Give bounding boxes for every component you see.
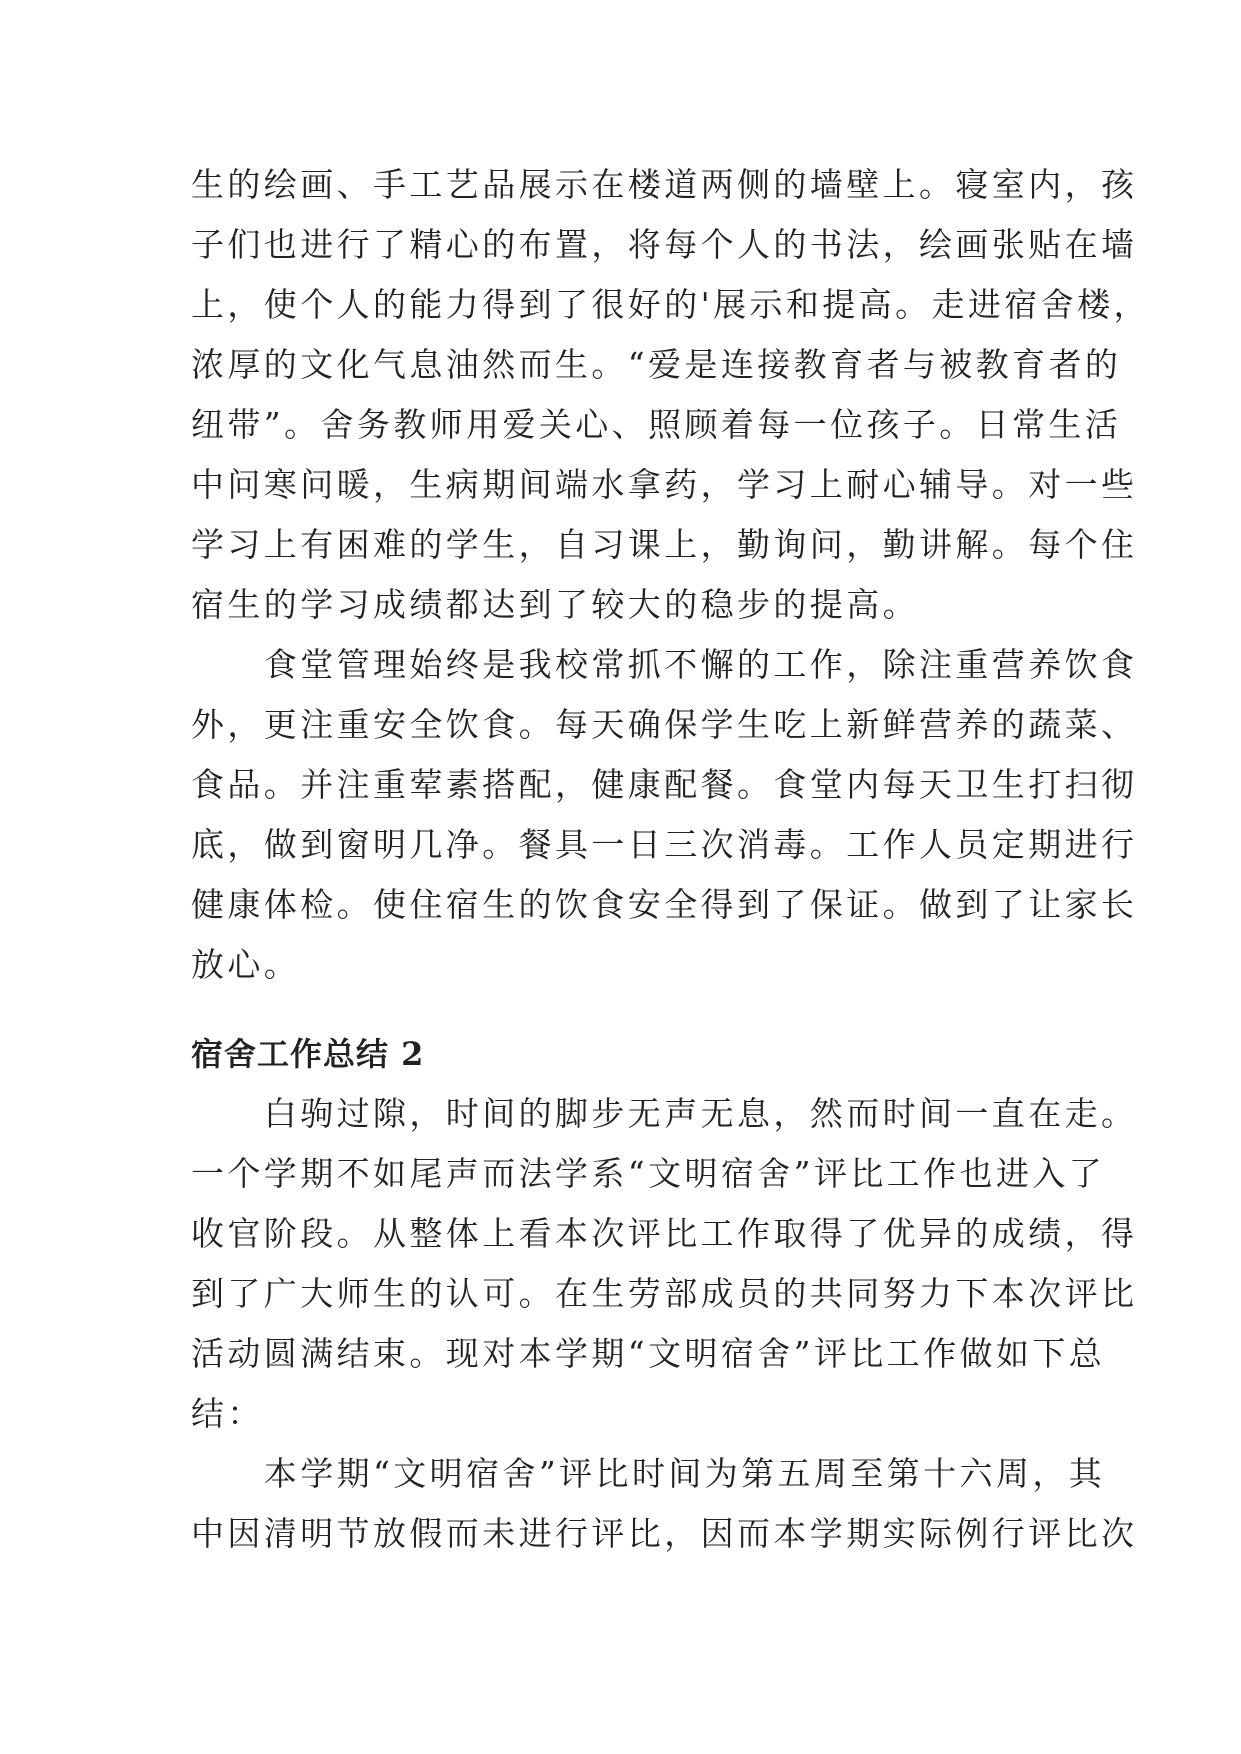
text-line: 食堂管理始终是我校常抓不懈的工作，除注重营养饮食 [191, 645, 1138, 684]
text-line: 到了广大师生的认可。在生劳部成员的共同努力下本次评比 [191, 1274, 1138, 1313]
text-line: 放心。 [191, 945, 301, 984]
text-line: 一个学期不如尾声而法学系“文明宿舍”评比工作也进入了 [191, 1154, 1106, 1193]
text-line: 结： [191, 1394, 264, 1433]
text-line: 上，使个人的能力得到了很好的'展示和提高。走进宿舍楼， [191, 285, 1150, 324]
text-line: 中因清明节放假而未进行评比，因而本学期实际例行评比次 [191, 1514, 1138, 1553]
text-line: 收官阶段。从整体上看本次评比工作取得了优异的成绩，得 [191, 1214, 1138, 1253]
text-line: 底，做到窗明几净。餐具一日三次消毒。工作人员定期进行 [191, 825, 1138, 864]
text-line: 外，更注重安全饮食。每天确保学生吃上新鲜营养的蔬菜、 [191, 705, 1138, 744]
text-line: 白驹过隙，时间的脚步无声无息，然而时间一直在走。 [191, 1094, 1138, 1133]
paragraph-block-summary [191, 1084, 1138, 1564]
text-line: 食品。并注重荤素搭配，健康配餐。食堂内每天卫生打扫彻 [191, 765, 1138, 804]
text-line: 子们也进行了精心的布置，将每个人的书法，绘画张贴在墙 [191, 225, 1138, 264]
text-line: 浓厚的文化气息油然而生。“爱是连接教育者与被教育者的 [191, 345, 1122, 384]
text-line: 纽带”。舍务教师用爱关心、照顾着每一位孩子。日常生活 [191, 405, 1122, 444]
section-heading: 宿舍工作总结 2 [191, 1035, 425, 1073]
text-line: 本学期“文明宿舍”评比时间为第五周至第十六周，其 [191, 1454, 1106, 1493]
text-line: 活动圆满结束。现对本学期“文明宿舍”评比工作做如下总 [191, 1334, 1106, 1373]
paragraph-block-continued [191, 155, 1150, 995]
text-line: 中问寒问暖，生病期间端水拿药，学习上耐心辅导。对一些 [191, 465, 1138, 504]
text-line: 生的绘画、手工艺品展示在楼道两侧的墙壁上。寝室内，孩 [191, 165, 1138, 204]
text-line: 学习上有困难的学生，自习课上，勤询问，勤讲解。每个住 [191, 525, 1138, 564]
text-line: 健康体检。使住宿生的饮食安全得到了保证。做到了让家长 [191, 885, 1138, 924]
text-line: 宿生的学习成绩都达到了较大的稳步的提高。 [191, 585, 919, 624]
